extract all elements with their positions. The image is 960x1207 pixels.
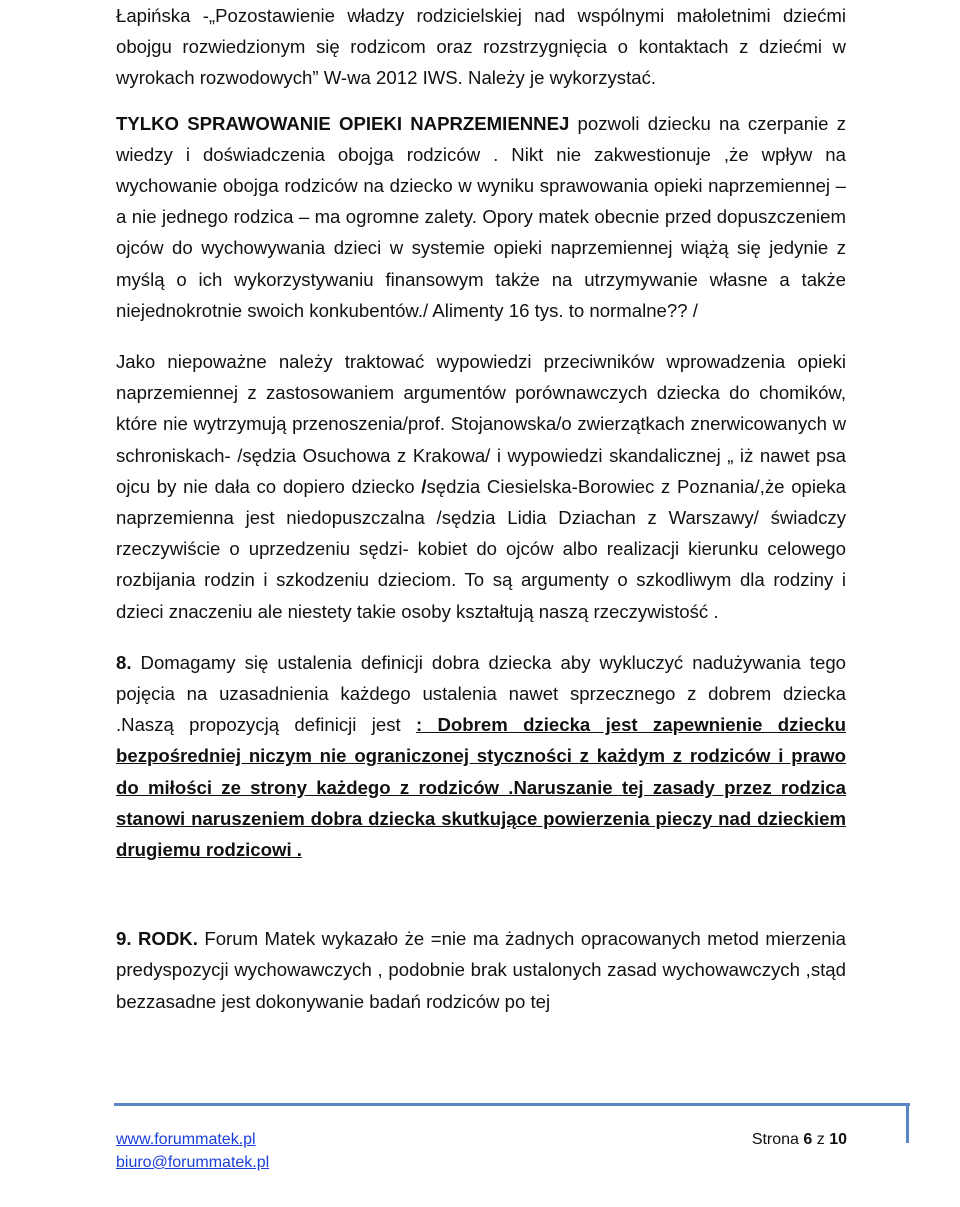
email-link[interactable]: biuro@forummatek.pl	[116, 1154, 270, 1171]
paragraph-text: sędzia Ciesielska-Borowiec z Poznania/,że opieka naprzemienna jest niedopuszczalna /sędzia Lidia Dziachan z Warszawy/ świadczy rzeczywiście o uprzedzeniu sędzi- kobiet do ojców albo realizacji kierunku celowego rozbijania rodzin i szkodzeniu dzieciom. To są argumenty o szkodliwym dla rodziny i dzieci znaczeniu ale niestety takie osoby kształtują naszą rzeczywistość .	[116, 475, 846, 622]
paragraph-text: Łapińska -„Pozostawienie władzy rodzicielskiej nad wspólnymi małoletnimi dziećmi obojgu rozwiedzionym się rodzicom oraz rozstrzygnięcia o kontaktach z dziećmi w wyrokach rozwodowych” W-wa 2012 IWS. Należy je wykorzystać.	[116, 5, 846, 89]
page-number	[752, 1128, 847, 1151]
point-heading: 9. RODK.	[116, 928, 198, 950]
point-number: 8.	[116, 651, 132, 673]
paragraph-text: pozwoli dziecku na czerpanie z wiedzy i doświadczenia obojga rodziców . Nikt nie zakwestionuje ,że wpływ na wychowanie obojga rodziców na dziecko w wyniku sprawowania opieki naprzemiennej – a nie jednego rodzica – ma ogromne zalety. Opory matek obecnie przed dopuszczeniem ojców do wychowywania dzieci w systemie opieki naprzemiennej wiążą się jedynie z myślą o ich wykorzystywaniu finansowym także na utrzymywanie własne a także niejednokrotnie swoich konkubentów./ Alimenty 16 tys. to normalne?? /	[116, 112, 847, 321]
footer-divider-corner	[906, 1103, 909, 1143]
footer-contact	[116, 1128, 269, 1174]
paragraph-point-9	[116, 923, 846, 1017]
website-link[interactable]: www.forummatek.pl	[116, 1131, 256, 1148]
child-welfare-definition: : Dobrem dziecka jest zapewnienie dziecku bezpośredniej niczym nie ograniczonej styczności z każdym z rodziców i prawo do miłości ze strony każdego z rodziców .Naruszanie tej zasady przez rodzica stanowi naruszeniem dobra dziecka skutkujące powierzenia pieczy nad dzieckiem drugiemu rodzicowi .	[116, 714, 846, 861]
emphasis-heading: TYLKO SPRAWOWANIE OPIEKI NAPRZEMIENNEJ	[116, 112, 570, 134]
paragraph-text: Forum Matek wykazało że =nie ma żadnych opracowanych metod mierzenia predyspozycji wychowawczych , podobnie brak ustalonych zasad wychowawczych ,stąd bezzasadne jest dokonywanie badań rodziców po tej	[116, 928, 846, 1012]
paragraph-text: Jako niepoważne należy traktować wypowiedzi przeciwników wprowadzenia opieki naprzemiennej z zastosowaniem argumentów porównawczych dziecka do chomików, które nie wytrzymują przenoszenia/prof. Stojanowska/o zwierzątkach znerwicowanych w schroniskach- /sędzia Osuchowa z Krakowa/ i wypowiedzi skandalicznej „ iż nawet psa ojcu by nie dała co dopiero dziecko	[116, 351, 846, 497]
footer-divider	[114, 1103, 910, 1106]
bold-slash: /	[421, 475, 427, 497]
paragraph-text: Domagamy się ustalenia definicji dobra dziecka aby wykluczyć nadużywania tego pojęcia na uzasadnienia każdego ustalenia nawet sprzecznego z dobrem dziecka .Naszą propozycją definicji jest	[116, 651, 846, 736]
paragraph-point-8	[116, 647, 846, 865]
paragraph-opponents	[116, 346, 846, 627]
page-of-label: z	[812, 1131, 830, 1148]
page-label: Strona	[751, 1131, 804, 1148]
page-current: 6	[803, 1131, 813, 1148]
page-total: 10	[829, 1131, 847, 1148]
document-body	[116, 0, 846, 1017]
paragraph-lapinska	[116, 0, 846, 94]
paragraph-joint-custody	[116, 108, 846, 326]
